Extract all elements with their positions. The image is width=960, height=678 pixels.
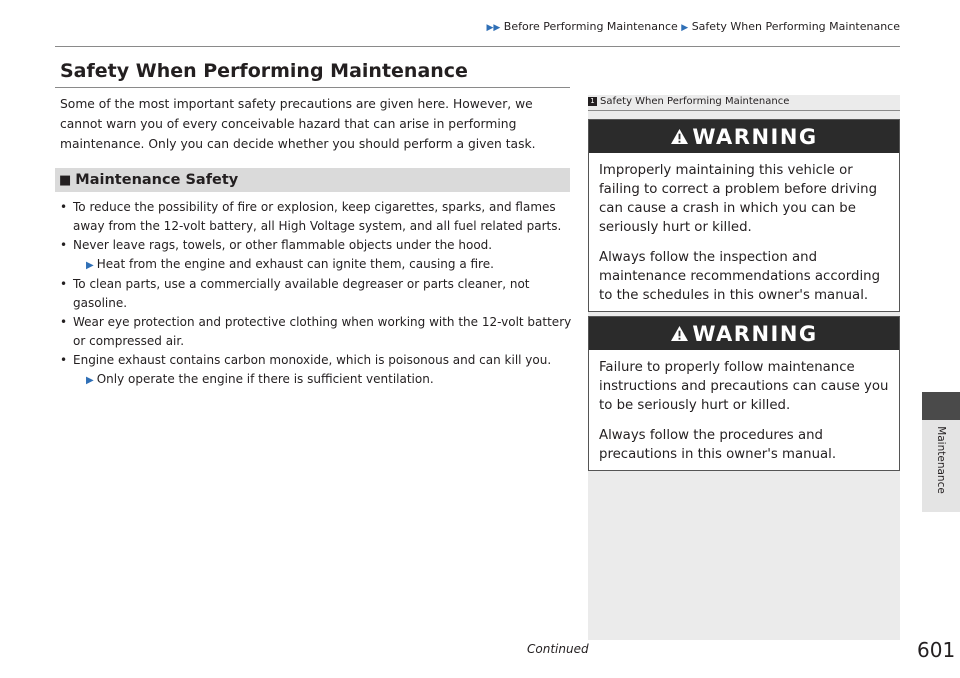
warning-triangle-icon [670,325,689,342]
title-divider [55,87,570,88]
warning-text: Always follow the procedures and precautions in this owner's manual. [599,428,837,462]
side-note-title: Safety When Performing Maintenance [600,96,790,107]
bullet-icon: • [60,353,68,367]
list-item [60,236,575,275]
list-item [60,198,575,236]
breadcrumb-item-2[interactable]: Safety When Performing Maintenance [691,20,900,33]
intro-paragraph: Some of the most important safety precautions are given here. However, we cannot warn you of every conceivable hazard that can arise in performing maintenance. Only you can decide whether you should perform a given task. [60,97,536,151]
side-note-heading [588,96,900,107]
breadcrumb [486,20,900,33]
bullet-icon: • [60,238,68,252]
section-heading [55,168,570,192]
safety-bullet-list [60,198,575,390]
warning-text: Failure to properly follow maintenance instructions and precautions can cause you to be seriously hurt or killed. [599,360,889,413]
list-item [60,275,575,313]
warning-label: WARNING [692,321,818,346]
list-item [60,313,575,351]
warning-header [589,317,899,350]
header-divider [55,46,900,47]
sub-item-text: Heat from the engine and exhaust can ignite them, causing a fire. [96,257,494,271]
sub-item [73,255,575,275]
side-note-divider [588,110,900,111]
section-title: Maintenance Safety [75,172,239,188]
bullet-icon: • [60,315,68,329]
warning-body [589,350,899,470]
page-number: 601 [917,638,956,662]
warning-box [588,119,900,312]
bullet-text: Engine exhaust contains carbon monoxide, which is poisonous and can kill you. [73,353,552,367]
sub-item-text: Only operate the engine if there is sufficient ventilation. [96,372,434,386]
warning-triangle-icon [670,128,689,145]
breadcrumb-arrow-icon: ▶▶ [486,23,501,33]
warning-label: WARNING [692,124,818,149]
bullet-text: Wear eye protection and protective clothing when working with the 12-volt battery or compressed air. [73,315,572,348]
sub-arrow-icon: ▶ [86,375,94,386]
sub-arrow-icon: ▶ [86,260,94,271]
continued-label: Continued [527,642,589,656]
bullet-text: To clean parts, use a commercially available degreaser or parts cleaner, not gasoline. [73,277,530,310]
page-title: Safety When Performing Maintenance [60,60,468,82]
bullet-icon: • [60,277,68,291]
breadcrumb-item-1[interactable]: Before Performing Maintenance [503,20,678,33]
note-number-badge: 1 [588,97,597,106]
section-marker-icon: ■ [59,172,72,188]
list-item [60,351,575,390]
bullet-text: To reduce the possibility of fire or explosion, keep cigarettes, sparks, and flames away from the 12-volt battery, all High Voltage system, and all fuel related parts. [73,200,562,233]
warning-box [588,316,900,471]
warning-header [589,120,899,153]
sub-item [73,370,575,390]
breadcrumb-arrow-icon: ▶ [681,23,689,33]
warning-text: Improperly maintaining this vehicle or failing to correct a problem before driving can cause a crash in which you can be seriously hurt or killed. [599,163,878,235]
warning-body [589,153,899,311]
warning-text: Always follow the inspection and maintenance recommendations according to the schedules in this owner's manual. [599,250,881,303]
bullet-text: Never leave rags, towels, or other flammable objects under the hood. [73,238,493,252]
bullet-icon: • [60,200,68,214]
chapter-tab-label[interactable]: Maintenance [935,426,947,494]
chapter-tab-marker [922,392,960,420]
